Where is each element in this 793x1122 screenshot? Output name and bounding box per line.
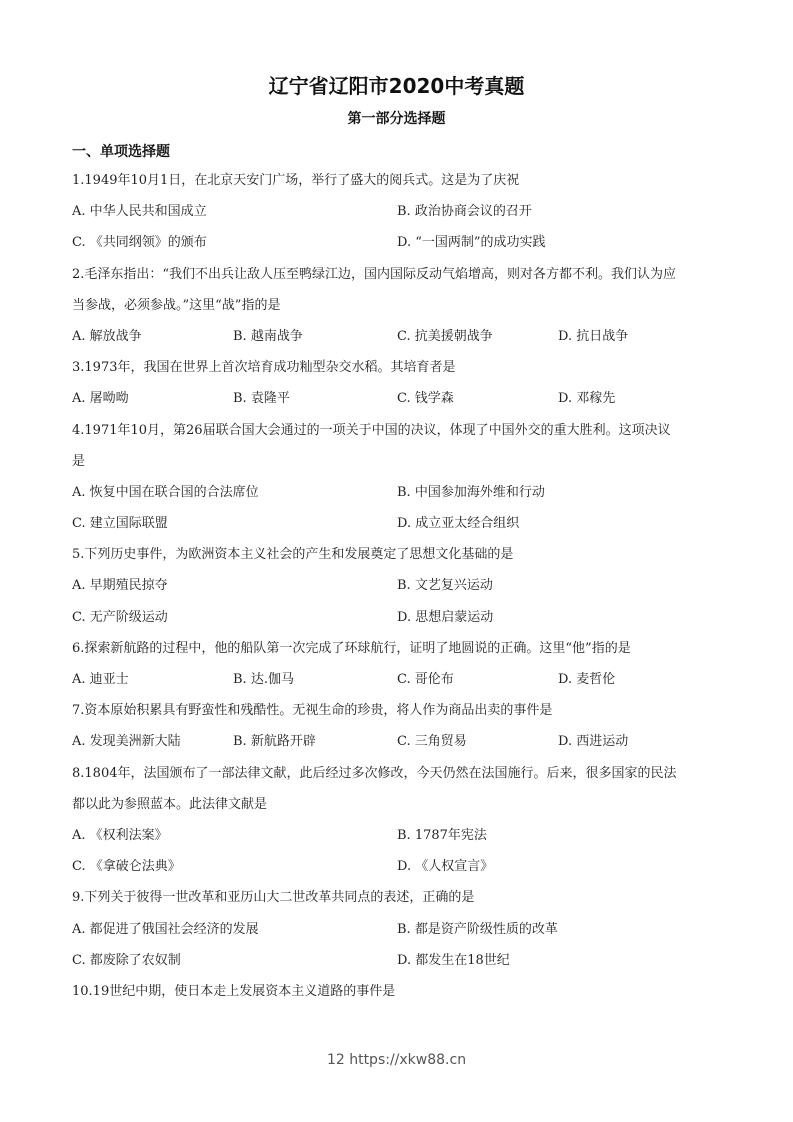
question-stem-line: 4.1971年10月，第26届联合国大会通过的一项关于中国的决议，体现了中国外交的重大胜利。这项决议: [72, 422, 671, 438]
options-row: [72, 508, 742, 539]
answer-option: C. 钱学森: [397, 391, 454, 407]
question-stem-line: 5.下列历史事件，为欧洲资本主义社会的产生和发展奠定了思想文化基础的是: [72, 547, 514, 563]
answer-option: D. 《人权宣言》: [397, 859, 494, 875]
options-row: [72, 477, 742, 508]
options-row: [72, 664, 742, 695]
options-row: [72, 602, 742, 633]
answer-option: A. 发现美洲新大陆: [72, 734, 181, 750]
answer-option: C. 三角贸易: [397, 734, 467, 750]
answer-option: D. “一国两制”的成功实践: [397, 235, 546, 251]
question: [72, 539, 742, 633]
question: [72, 259, 742, 353]
answer-option: B. 都是资产阶级性质的改革: [397, 921, 558, 937]
answer-option: C. 哥伦布: [397, 672, 454, 687]
question-stem-line: 10.19世纪中期，使日本走上发展资本主义道路的事件是: [72, 983, 396, 999]
question-stem-line: 当参战，必须参战。”这里“战”指的是: [72, 297, 281, 313]
options-row: [72, 914, 742, 945]
answer-option: C. 建立国际联盟: [72, 516, 168, 532]
answer-option: C. 《共同纲领》的颁布: [72, 235, 207, 251]
question-stem-line: 3.1973年，我国在世界上首次培育成功籼型杂交水稻。其培育者是: [72, 360, 456, 376]
answer-option: B. 中国参加海外维和行动: [397, 484, 545, 500]
question-stem-line: 都以此为参照蓝本。此法律文献是: [72, 796, 268, 812]
options-row: [72, 851, 742, 882]
question: [72, 633, 742, 695]
question: [72, 758, 742, 883]
answer-option: D. 成立亚太经合组织: [397, 516, 520, 532]
answer-option: A. 都促进了俄国社会经济的发展: [72, 921, 259, 937]
question-stem-line: 7.资本原始积累具有野蛮性和残酷性。无视生命的珍贵，将人作为商品出卖的事件是: [72, 703, 553, 719]
question-stem-line: 2.毛泽东指出：“我们不出兵让敌人压至鸭绿江边，国内国际反动气焰增高，则对各方都不利。我们认为应: [72, 266, 677, 282]
options-row: [72, 726, 742, 757]
answer-option: A. 《权利法案》: [72, 827, 168, 843]
answer-option: B. 达.伽马: [233, 672, 294, 687]
section-heading: 一、单项选择题: [72, 144, 170, 160]
page-footer: 12 https://xkw88.cn: [326, 1052, 467, 1068]
question: [72, 165, 742, 259]
answer-option: D. 抗日战争: [558, 328, 629, 344]
answer-option: D. 西进运动: [558, 734, 629, 750]
options-row: [72, 945, 742, 976]
answer-option: A. 中华人民共和国成立: [72, 204, 207, 220]
answer-option: D. 麦哲伦: [558, 672, 616, 687]
question: [72, 352, 742, 414]
options-row: [72, 383, 742, 414]
options-row: [72, 227, 742, 258]
question-stem-line: 9.下列关于彼得一世改革和亚历山大二世改革共同点的表述，正确的是: [72, 890, 475, 906]
answer-option: B. 政治协商会议的召开: [397, 204, 532, 220]
document-title: 辽宁省辽阳市2020中考真题: [268, 74, 525, 98]
options-row: [72, 570, 742, 601]
question-stem-line: 6.探索新航路的过程中，他的船队第一次完成了环球航行，证明了地圆说的正确。这里“他”指的是: [72, 640, 631, 656]
question: [72, 415, 742, 540]
question-stem-line: 8.1804年，法国颁布了一部法律文献，此后经过多次修改，今天仍然在法国施行。后来，很多国家的民法: [72, 765, 677, 781]
answer-option: C. 抗美援朝战争: [397, 328, 493, 344]
answer-option: B. 文艺复兴运动: [397, 578, 493, 594]
answer-option: D. 思想启蒙运动: [397, 609, 494, 625]
question-list: [72, 165, 742, 1007]
question: [72, 695, 742, 757]
answer-option: B. 袁隆平: [233, 391, 290, 407]
answer-option: A. 屠呦呦: [72, 391, 129, 407]
answer-option: C. 都废除了农奴制: [72, 952, 181, 968]
question-stem-line: 是: [72, 453, 86, 469]
part-title: 第一部分选择题: [347, 111, 446, 127]
answer-option: A. 恢复中国在联合国的合法席位: [72, 484, 259, 500]
answer-option: C. 无产阶级运动: [72, 609, 168, 625]
answer-option: D. 都发生在18世纪: [397, 952, 510, 968]
answer-option: A. 迪亚士: [72, 672, 129, 687]
answer-option: B. 1787年宪法: [397, 827, 487, 843]
options-row: [72, 820, 742, 851]
answer-option: B. 新航路开辟: [233, 734, 316, 750]
question: [72, 882, 742, 976]
answer-option: A. 早期殖民掠夺: [72, 578, 168, 594]
answer-option: B. 越南战争: [233, 328, 303, 344]
answer-option: A. 解放战争: [72, 328, 142, 344]
question-stem-line: 1.1949年10月1日，在北京天安门广场，举行了盛大的阅兵式。这是为了庆祝: [72, 173, 520, 188]
question: [72, 976, 742, 1007]
options-row: [72, 196, 742, 227]
answer-option: D. 邓稼先: [558, 391, 616, 407]
answer-option: C. 《拿破仑法典》: [72, 859, 181, 875]
options-row: [72, 321, 742, 352]
